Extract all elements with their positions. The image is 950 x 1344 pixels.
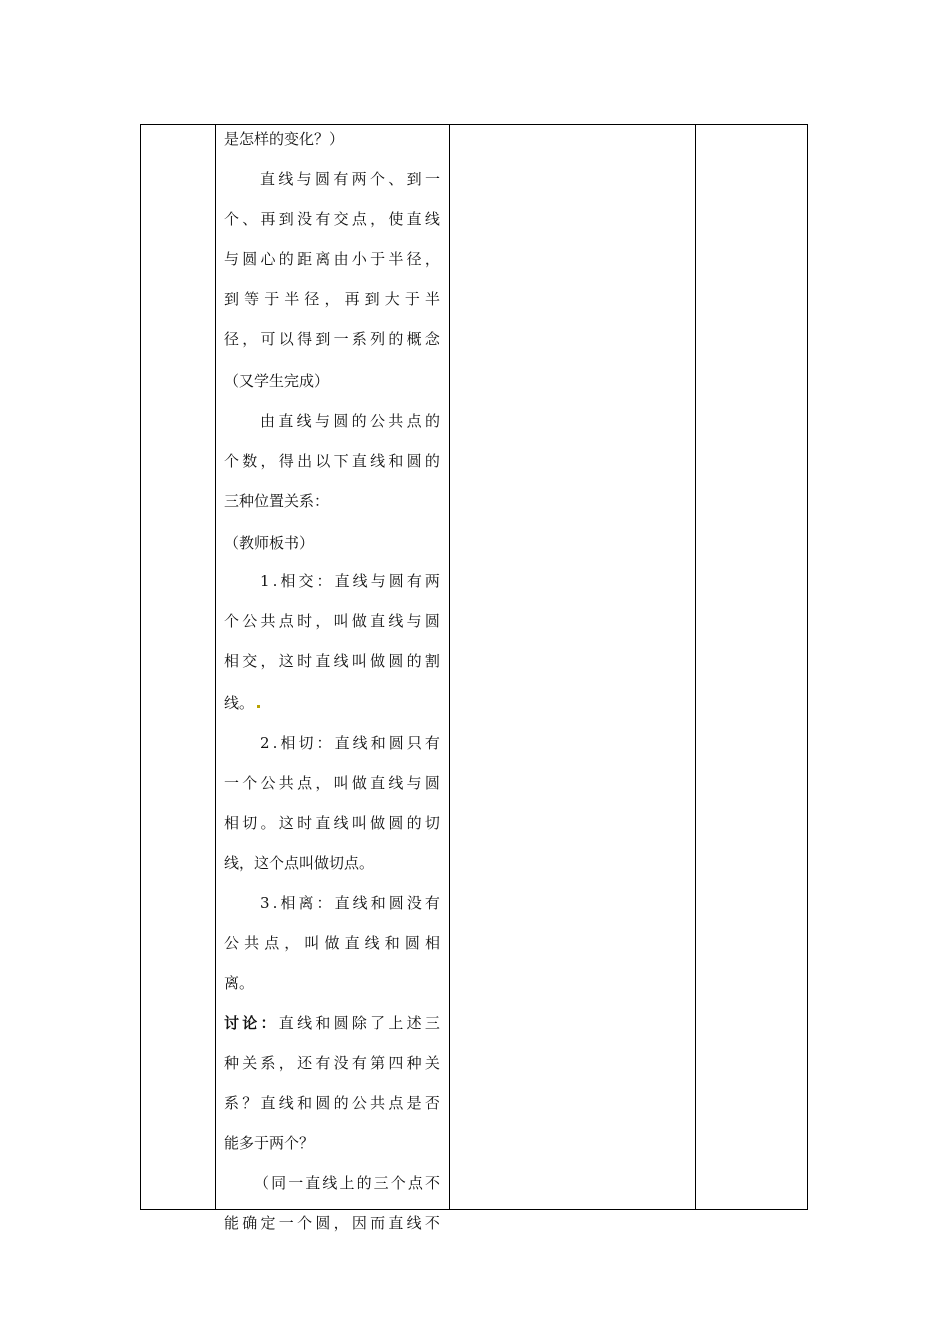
text-line: 1 . 相 交 ： 直 线 与 圆 有 两 — [260, 572, 440, 590]
text-line: 直 线 与 圆 有 两 个 、 到 一 — [260, 170, 440, 188]
text-line: （又学生完成） — [224, 372, 330, 390]
text-line: 与 圆 心 的 距 离 由 小 于 半 径 ， — [224, 250, 440, 268]
text-line: 个 数 ， 得 出 以 下 直 线 和 圆 的 — [224, 452, 440, 470]
column-divider — [449, 125, 450, 1209]
text-line: （ 同 一 直 线 上 的 三 个 点 不 — [254, 1174, 440, 1192]
text-line: 径 ， 可 以 得 到 一 系 列 的 概 念 — [224, 330, 440, 348]
text-line: 公 共 点 ， 叫 做 直 线 和 圆 相 — [224, 934, 440, 952]
text-line: 到 等 于 半 径 ， 再 到 大 于 半 — [224, 290, 440, 308]
text-line: （教师板书） — [224, 534, 315, 552]
text-line: 个 、 再 到 没 有 交 点 ， 使 直 线 — [224, 210, 440, 228]
column-divider — [695, 125, 696, 1209]
text-line: 线。 — [224, 694, 260, 712]
text-line: 3 . 相 离 ： 直 线 和 圆 没 有 — [260, 894, 440, 912]
text-line: 一 个 公 共 点 ， 叫 做 直 线 与 圆 — [224, 774, 440, 792]
dot-mark — [257, 705, 260, 708]
text-line: 能 确 定 一 个 圆 ， 因 而 直 线 不 — [224, 1214, 440, 1232]
text-line: 系 ？ 直 线 和 圆 的 公 共 点 是 否 — [224, 1094, 440, 1112]
column-divider — [215, 125, 216, 1209]
text-line: 2 . 相 切 ： 直 线 和 圆 只 有 — [260, 734, 440, 752]
text-line: 相 切 。 这 时 直 线 叫 做 圆 的 切 — [224, 814, 440, 832]
text-line: 线，这个点叫做切点。 — [224, 854, 375, 872]
text-line: 三种位置关系： — [224, 492, 330, 510]
text-line: 是怎样的变化？） — [224, 130, 345, 148]
text-line: 种 关 系 ， 还 有 没 有 第 四 种 关 — [224, 1054, 440, 1072]
text-line: 相 交 ， 这 时 直 线 叫 做 圆 的 割 — [224, 652, 440, 670]
text-line: 能多于两个？ — [224, 1134, 315, 1152]
text-line: 讨 论 ： 直 线 和 圆 除 了 上 述 三 — [224, 1014, 440, 1032]
text-line: 离。 — [224, 974, 255, 992]
text-line: 由 直 线 与 圆 的 公 共 点 的 — [260, 412, 440, 430]
text-line: 个 公 共 点 时 ， 叫 做 直 线 与 圆 — [224, 612, 440, 630]
